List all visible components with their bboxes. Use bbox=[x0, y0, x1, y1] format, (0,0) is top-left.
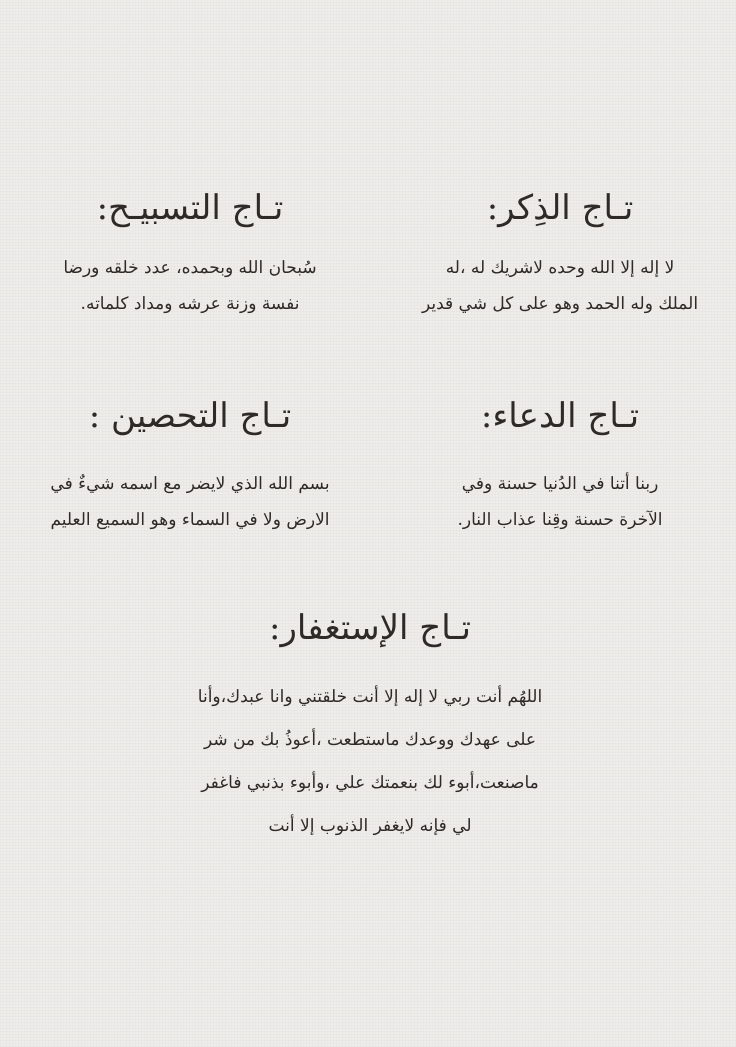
section-istighfar bbox=[150, 606, 590, 848]
text-line: الملك وله الحمد وهو على كل شي قدير bbox=[421, 294, 699, 314]
section-text-tasbih bbox=[20, 250, 360, 322]
text-line: اللهُم أنت ربي لا إله إلا أنت خلقتني وانا عبدك،وأنا bbox=[197, 687, 543, 707]
text-line: لي فإنه لايغفر الذنوب إلا أنت bbox=[268, 816, 472, 836]
section-dua bbox=[400, 394, 720, 538]
section-text-istighfar bbox=[150, 676, 590, 848]
section-title-dhikr: تـاج الذِكر: bbox=[486, 188, 634, 228]
text-line: ماصنعت،أبوء لك بنعمتك علي ،وأبوء بذنبي فاغفر bbox=[201, 773, 539, 793]
section-dhikr bbox=[400, 186, 720, 322]
section-title-istighfar: تـاج الإستغفار: bbox=[269, 608, 471, 648]
text-line: الآخرة حسنة وقِنا عذاب النار. bbox=[457, 510, 663, 530]
text-line: لا إله إلا الله وحده لاشريك له ،له bbox=[445, 258, 675, 278]
text-line: ربنا أتنا في الدُنيا حسنة وفي bbox=[461, 474, 659, 494]
text-line: على عهدك ووعدك ماستطعت ،أعوذُ بك من شر bbox=[203, 730, 537, 750]
section-tasbih bbox=[20, 186, 360, 322]
text-line: نفسة وزنة عرشه ومداد كلماته. bbox=[80, 294, 300, 314]
section-title-dua: تـاج الدعاء: bbox=[480, 396, 640, 436]
section-text-dhikr bbox=[400, 250, 720, 322]
section-text-tahseen bbox=[20, 466, 360, 538]
text-line: بسم الله الذي لايضر مع اسمه شيءٌ في bbox=[50, 474, 330, 494]
text-line: الارض ولا في السماء وهو السميع العليم bbox=[50, 510, 330, 530]
section-text-dua bbox=[400, 466, 720, 538]
section-tahseen bbox=[20, 394, 360, 538]
section-title-tahseen: تـاج التحصين : bbox=[88, 396, 292, 436]
section-title-tasbih: تـاج التسبيـح: bbox=[96, 188, 284, 228]
text-line: سُبحان الله وبحمده، عدد خلقه ورضا bbox=[63, 258, 317, 278]
